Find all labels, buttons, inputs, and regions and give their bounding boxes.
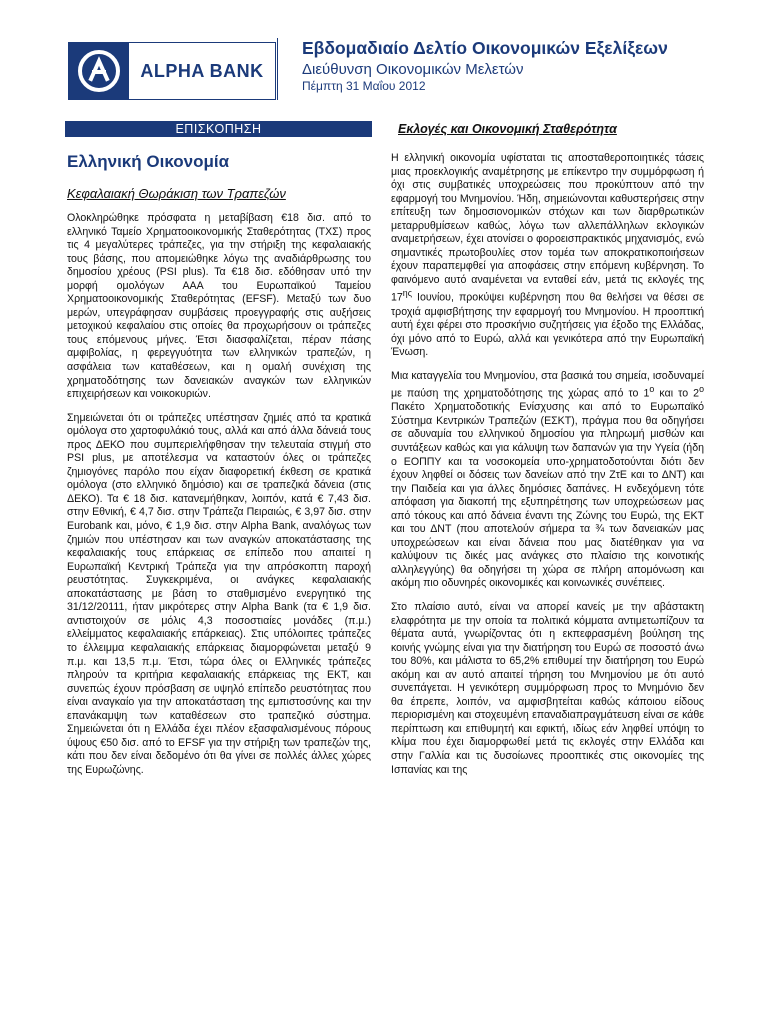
- right-paragraph-2: Μια καταγγελία του Μνημονίου, στα βασικά του σημεία, ισοδυναμεί με παύση της χρηματοδότησης της χώρας από το $1^o$ και το $2^o$ Πακέτο Χρηματοδοτικής Ενίσχυσης και από το Ευρωπαϊκό Σύστημα Κεντρικών Τραπεζών (ΕΣΚΤ), πράγμα που θα οδηγήσει σε αδυναμία του ελληνικού δημοσίου για πληρωμή μισθών και συντάξεων καθώς και για κάλυψη των δαπανών για την Υγεία (ήδη ο ΕΟΠΠΥ και τα νοσοκομεία υπο-χρηματοδοτούνται διότι δεν έχουν ληφθεί οι δόσεις των δανείων από την ΖτΕ και το ΔΝΤ) και την Παιδεία και για άλλες δημόσιες δαπάνες. Η ενδεχόμενη τότε απόφαση για διακοπή της εξυπηρέτησης των υποχρεώσεων μας από τόκους και από δάνεια έναντι της Ζώνης του Ευρώ, της ΕΚΤ και του ΔΝΤ (που αποτελούν σήμερα τα ¾ των δανειακών μας υποχρεώσεων και είναι δάνεια που μας διατέθηκαν για να καλύψουν τις δικές μας ανάγκες στο πλαίσιο της κοινοτικής αλληλεγγύης) θα οδηγήσει τη χώρα σε πλήρη απομόνωση και ακόμη πιο οδυνηρές οικονομικές και κοινωνικές συνέπειες.: [391, 369, 704, 590]
- header-divider: [277, 38, 278, 100]
- left-column: [67, 212, 371, 787]
- alpha-bank-logo: [68, 42, 276, 100]
- right-paragraph-1: Η ελληνική οικονομία υφίσταται τις αποσταθεροποιητικές τάσεις μιας προεκλογικής αναμέτρησης με επίκεντρο την συμμόρφωση ή όχι στις συμβατικές υποχρεώσεις που προκύπτουν από την εφαρμογή του Μνημονίου. Ήδη, σημειώνονται καθυστερήσεις στην επίτευξη των δημοσιονομικών στόχων και των διαρθρωτικών μεταρρυθμίσεων καθώς, λόγω των αλλεπάλληλων εκλογικών αναμετρήσεων, έχει ατονίσει ο φοροεισπρακτικός μηχανισμός, ενώ σημαντικές πρωτοβουλίες στον τομέα των αποκρατικοποιήσεων έχουν παραπεμφθεί για αποφάσεις στην επόμενη κυβέρνηση. Το φαινόμενο αυτό αναμένεται να ενταθεί εάν, μετά τις εκλογές της $17^{\eta\varsigma}$ Ιουνίου, προκύψει κυβέρνηση που θα θελήσει να θέσει σε τροχιά αμφισβήτησης την εφαρμογή του Μνημονίου. Η προοπτική αυτή έχει φέρει στο προσκήνιο συζητήσεις για έξοδο της Ελλάδας, όχι μόνο από το Ευρώ, αλλά και γενικότερα από την Ευρωπαϊκή Ένωση.: [391, 152, 704, 359]
- brand-name: ALPHA BANK: [140, 60, 264, 81]
- alpha-bank-emblem-icon: [69, 43, 129, 99]
- right-heading: Εκλογές και Οικονομική Σταθερότητα: [398, 122, 617, 136]
- right-paragraph-3: Στο πλαίσιο αυτό, είναι να απορεί κανείς με την αβάστακτη ελαφρότητα με την οποία τα πολιτικά κόμματα αντιμετωπίζουν τα θέματα αυτά, γνωρίζοντας ότι η εκπεφρασμένη βούληση της κοινής γνώμης είναι για την διατήρηση του Ευρώ σε ποσοστό άνω του 80%, και μάλιστα το 65,2% επιθυμεί την διατήρηση του Ευρώ ακόμη και αν αυτό απαιτεί τήρηση του Μνημονίου με ότι αυτό συνεπάγεται. Η γενικότερη συμμόρφωση προς το Μνημόνιο δεν θα έπρεπε, λοιπόν, να αμφισβητείται καθώς κάποιου είδους περιορισμένη και στοχευμένη επαναδιαπραγμάτευση είναι σε κάθε περίπτωση και επιθυμητή και εφικτή, ιδίως εάν ληφθεί υπόψη το κλίμα που έχει διαμορφωθεί μετά τις εκλογές στην Ελλάδα και στην Γαλλία και τις δυσοίωνες προοπτικές στις οικονομίες της Ισπανίας και της: [391, 601, 704, 776]
- issue-date: Πέμπτη 31 Μαΐου 2012: [302, 79, 426, 93]
- overview-banner: ΕΠΙΣΚΟΠΗΣΗ: [65, 121, 372, 137]
- right-column: [391, 152, 704, 787]
- subsection-title: Κεφαλαιακή Θωράκιση των Τραπεζών: [67, 186, 286, 201]
- left-paragraph-2: Σημειώνεται ότι οι τράπεζες υπέστησαν ζημιές από τα κρατικά ομόλογα στο χαρτοφυλάκιό τους, αλλά και από άλλα δάνειά τους προς ΔΕΚΟ που συμπεριελήφθησαν την τελευταία στιγμή στο PSI plus, με αποτέλεσμα να καταστούν όλες οι τράπεζες ζημιογόνες παρόλο που είχαν διαφορετική έκθεση σε κρατικά ομόλογα (στο ελληνικό δημόσιο) και σε τραπεζικά δάνεια (στις ΔΕΚΟ). Τα € 18 δισ. κατανεμήθηκαν, λοιπόν, κατά € 7,43 δισ. στην Εθνική, € 4,7 δισ. στην Τράπεζα Πειραιώς, € 3,97 δισ. στην Eurobank και, μόνο, € 1,9 δισ. στην Alpha Bank, αναλόγως των ζημιών που υπέστησαν και των αναγκών αποκατάστασης της κεφαλαιακής τους επάρκειας σε επίπεδο που απαιτεί η Ευρωπαϊκή Κεντρική Τράπεζα για την απρόσκοπτη παροχή ρευστότητας. Συγκεκριμένα, οι ανάγκες κεφαλαιακής αποκατάστασης με βάση το σταθμισμένο ενεργητικό της 31/12/20111, ήταν μικρότερες στην Alpha Bank (τα € 1,9 δισ. αντιστοιχούν σε μόλις 4,3 ποσοστιαίες μονάδες (π.μ.) ελλείμματος κεφαλαιακής επάρκειας). Στις υπόλοιπες τράπεζες το έλλειμμα κεφαλαιακής επάρκειας διαμορφώνεται μεταξύ 9 π.μ. και 13,5 π.μ. Έτσι, τώρα όλες οι Ελληνικές τράπεζες πληρούν τα κριτήρια κεφαλαιακής επάρκειας της ΕΚΤ, και συνεπώς έχουν πρόσβαση σε υψηλό επίπεδο ρευστότητας που είναι αναγκαίο για την αποκατάσταση της εμπιστοσύνης και την επανάκαμψη των καταθέσεων στο τραπεζικό σύστημα. Σημειώνεται ότι η Ελλάδα έχει πλέον εξασφαλισμένους πόρους ύψους €50 δισ. από το EFSF για την στήριξη των τραπεζών της, κάτι που δεν είναι δεδομένο ότι θα γίνει σε πολλές άλλες χώρες της Ευρωζώνης.: [67, 411, 371, 776]
- section-title: Ελληνική Οικονομία: [67, 152, 230, 171]
- department-name: Διεύθυνση Οικονομικών Μελετών: [302, 61, 524, 78]
- bulletin-title: Εβδομαδιαίο Δελτίο Οικονομικών Εξελίξεων: [302, 38, 668, 58]
- left-paragraph-1: Ολοκληρώθηκε πρόσφατα η μεταβίβαση €18 δισ. από το ελληνικό Ταμείο Χρηματοοικονομικής Σταθερότητας (ΤΧΣ) προς τις 4 μεγαλύτερες τράπεζες, για την στήριξη της κεφαλαιακής τους βάσης, που απομειώθηκε λόγω της αναδιάρθρωσης του δημοσίου χρέους (PSI plus). Τα €18 δισ. εδόθησαν υπό την μορφή ομολόγων ΑΑΑ του Ευρωπαϊκού Ταμείου Χρηματοοικονομικής Σταθερότητας (EFSF). Μεταξύ των δυο μερών, υπεγράφησαν συμβάσεις προεγγραφής στις αυξήσεις μετοχικού κεφαλαίου στις οποίες θα προχωρήσουν οι τράπεζες τους επόμενους μήνες. Έτσι διασφαλίζεται, πέραν πάσης αμφιβολίας, η φερεγγυότητα των ελληνικών τραπεζών, η ασφάλεια των καταθέσεων, και η ομαλή συνέχιση της χρηματοδότησης των δανειακών αναγκών των ελληνικών επιχειρήσεων και νοικοκυριών.: [67, 212, 371, 401]
